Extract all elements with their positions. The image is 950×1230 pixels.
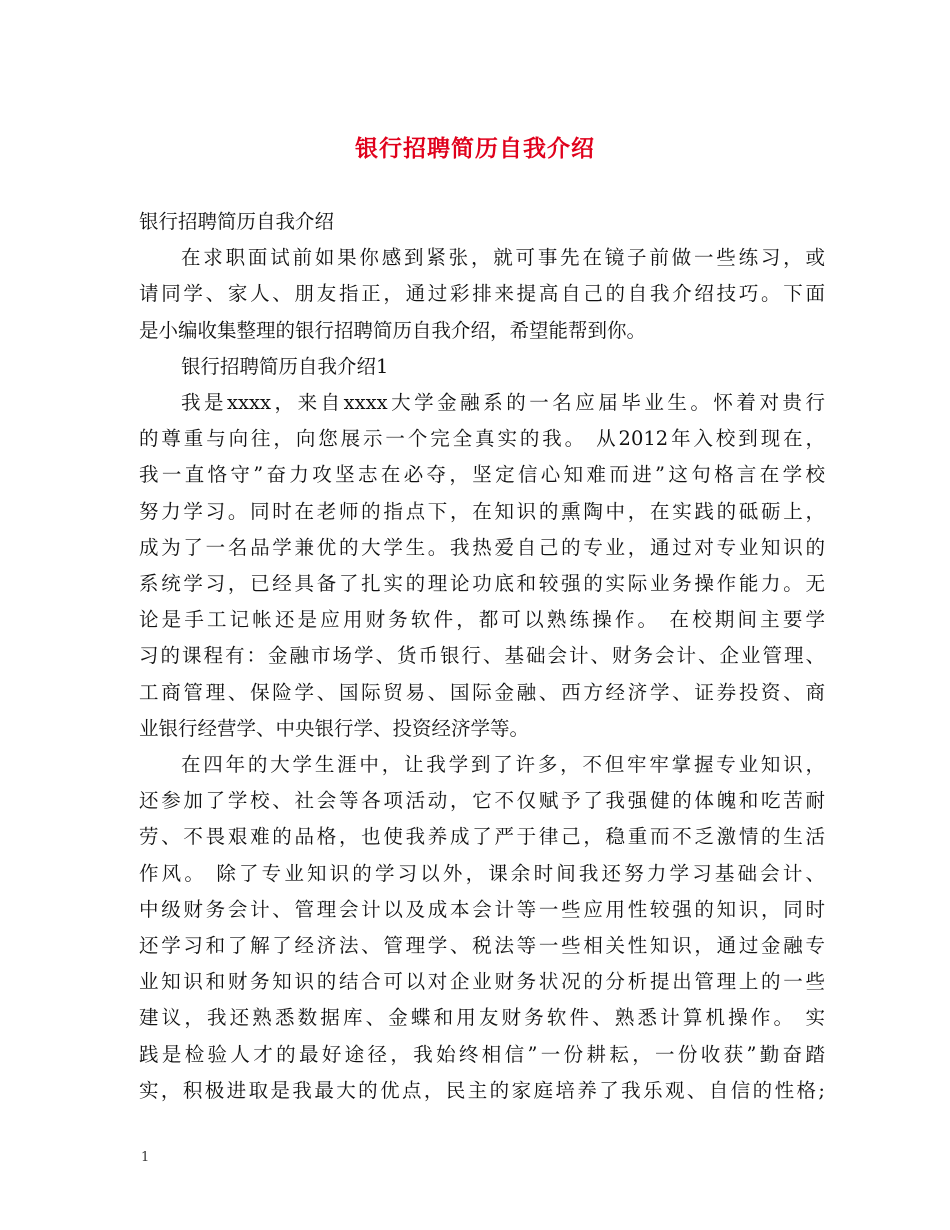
text-line: 银行招聘简历自我介绍 bbox=[139, 210, 335, 233]
text-line: 业知识和财务知识的结合可以对企业财务状况的分析提出管理上的一些 bbox=[139, 970, 825, 994]
text-line: 工商管理、保险学、国际贸易、国际金融、西方经济学、证券投资、商 bbox=[139, 680, 825, 704]
document-body bbox=[139, 204, 825, 1109]
text-line: 我是xxxx，来自xxxx大学金融系的一名应届毕业生。怀着对贵行 bbox=[181, 391, 825, 415]
text-line: 努力学习。同时在老师的指点下，在知识的熏陶中，在实践的砥砺上， bbox=[139, 499, 825, 523]
text-line: 是小编收集整理的银行招聘简历自我介绍，希望能帮到你。 bbox=[139, 318, 647, 342]
text-line: 实，积极进取是我最大的优点，民主的家庭培养了我乐观、自信的性格; bbox=[139, 1078, 825, 1102]
text-line: 践是检验人才的最好途径，我始终相信”一份耕耘，一份收获”勤奋踏 bbox=[139, 1042, 825, 1066]
text-line: 系统学习，已经具备了扎实的理论功底和较强的实际业务操作能力。无 bbox=[139, 572, 825, 596]
text-line: 的尊重与向往，向您展示一个完全真实的我。 从2012年入校到现在， bbox=[139, 427, 825, 451]
text-line: 劳、不畏艰难的品格，也使我养成了严于律己，稳重而不乏激情的生活 bbox=[139, 825, 825, 849]
text-line: 银行招聘简历自我介绍1 bbox=[181, 354, 389, 378]
text-line: 还学习和了解了经济法、管理学、税法等一些相关性知识，通过金融专 bbox=[139, 934, 825, 958]
text-line: 在求职面试前如果你感到紧张，就可事先在镜子前做一些练习，或 bbox=[181, 246, 825, 270]
text-line: 作风。 除了专业知识的学习以外，课余时间我还努力学习基础会计、 bbox=[139, 861, 825, 885]
text-line: 我一直恪守”奋力攻坚志在必夺，坚定信心知难而进”这句格言在学校 bbox=[139, 463, 825, 487]
text-line: 习的课程有：金融市场学、货币银行、基础会计、财务会计、企业管理、 bbox=[139, 644, 825, 668]
text-line: 请同学、家人、朋友指正，通过彩排来提高自己的自我介绍技巧。下面 bbox=[139, 282, 825, 306]
text-line: 论是手工记帐还是应用财务软件，都可以熟练操作。 在校期间主要学 bbox=[139, 608, 825, 632]
text-line: 还参加了学校、社会等各项活动，它不仅赋予了我强健的体魄和吃苦耐 bbox=[139, 789, 825, 813]
text-line: 在四年的大学生涯中，让我学到了许多，不但牢牢掌握专业知识， bbox=[181, 753, 825, 777]
page-number: 1 bbox=[141, 1150, 150, 1165]
text-line: 业银行经营学、中央银行学、投资经济学等。 bbox=[139, 716, 530, 740]
document-title: 银行招聘简历自我介绍 bbox=[355, 135, 595, 162]
text-line: 建议，我还熟悉数据库、金蝶和用友财务软件、熟悉计算机操作。 实 bbox=[139, 1006, 825, 1030]
text-line: 成为了一名品学兼优的大学生。我热爱自己的专业，通过对专业知识的 bbox=[139, 535, 825, 559]
text-line: 中级财务会计、管理会计以及成本会计等一些应用性较强的知识，同时 bbox=[139, 897, 825, 921]
